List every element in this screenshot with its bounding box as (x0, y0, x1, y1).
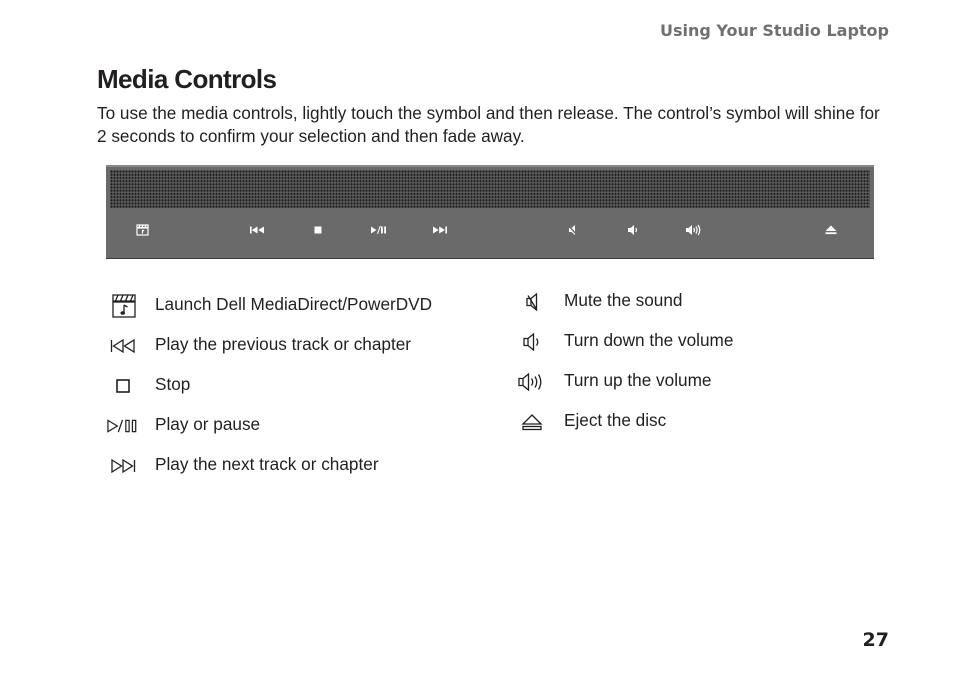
eject-icon (516, 407, 548, 437)
speaker-grille (110, 170, 870, 208)
mute-icon (562, 219, 584, 241)
legend-label-play-pause: Play or pause (155, 414, 261, 434)
next-track-icon (429, 219, 451, 241)
legend-label-volume-up: Turn up the volume (564, 370, 712, 390)
legend-label-stop: Stop (155, 374, 191, 394)
legend-label-eject: Eject the disc (564, 410, 667, 430)
stop-icon (107, 371, 139, 401)
clapperboard-icon (107, 291, 139, 321)
next-track-icon (107, 451, 139, 481)
volume-up-icon (683, 219, 705, 241)
previous-track-icon (107, 331, 139, 361)
eject-icon (820, 219, 842, 241)
legend-label-mute: Mute the sound (564, 290, 683, 310)
legend-label-next: Play the next track or chapter (155, 454, 379, 474)
legend-label-previous: Play the previous track or chapter (155, 334, 412, 354)
previous-track-icon (246, 219, 268, 241)
legend-label-launch: Launch Dell MediaDirect/PowerDVD (155, 294, 433, 314)
running-head: Using Your Studio Laptop (660, 21, 889, 40)
media-controls-panel (106, 165, 874, 259)
play-pause-icon (368, 219, 390, 241)
page-title: Media Controls (97, 64, 277, 94)
volume-down-icon (622, 219, 644, 241)
volume-down-icon (516, 327, 548, 357)
intro-paragraph: To use the media controls, lightly touch the symbol and then release. The control’s symbol will shine for 2 seconds to confirm your selection and then fade away. (97, 103, 880, 146)
volume-up-icon (516, 367, 548, 397)
stop-icon (307, 219, 329, 241)
clapperboard-icon (132, 219, 154, 241)
legend-label-volume-down: Turn down the volume (564, 330, 734, 350)
mute-icon (516, 287, 548, 317)
page-number: 27 (862, 629, 889, 651)
play-pause-icon (107, 411, 139, 441)
